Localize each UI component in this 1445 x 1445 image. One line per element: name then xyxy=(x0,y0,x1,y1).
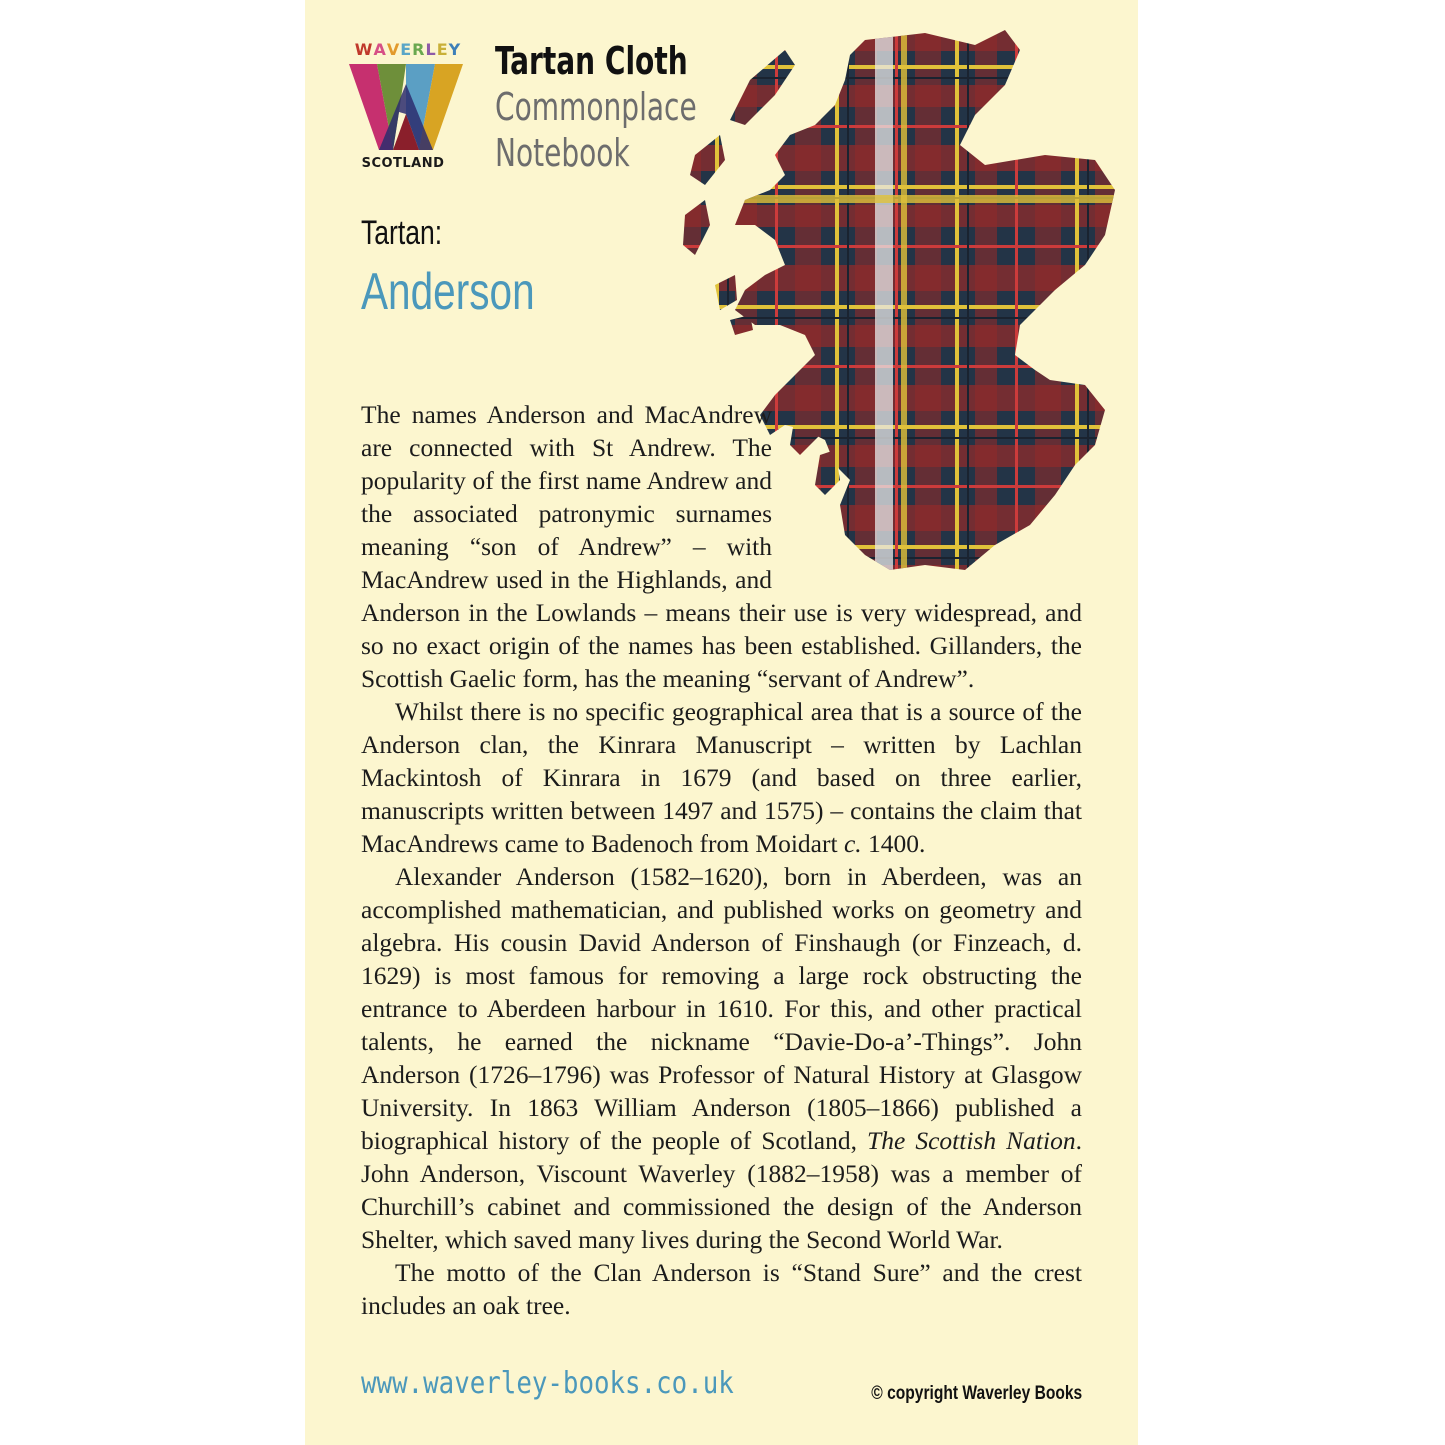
paragraph-3 xyxy=(361,860,1082,1256)
paragraph-1-text: The names Anderson and MacAndrew are connected with St Andrew. The popularity of the first name Andrew and the associated patronymic surnames meaning “son of Andrew” – with MacAndrew used in the Highlands, and Anderson in the Lowlands – means their use is very widespread, and so no exact origin of the names has been established. Gillanders, the Scottish Gaelic form, has the meaning “servant of Andrew”. xyxy=(361,400,1082,693)
paragraph-4: The motto of the Clan Anderson is “Stand Sure” and the crest includes an oak tree. xyxy=(361,1258,1082,1320)
tartan-label: Tartan: xyxy=(361,214,443,252)
header-subtitle-line2: Notebook xyxy=(495,131,630,175)
paragraph-2 xyxy=(361,695,1082,860)
paragraph-2-italic: c. xyxy=(843,829,862,858)
logo-letter: W xyxy=(354,40,374,59)
logo-wordmark xyxy=(347,40,469,59)
tartan-name: Anderson xyxy=(361,263,535,321)
header-subtitle-line1: Commonplace xyxy=(495,85,697,129)
body-text xyxy=(361,398,1082,1322)
copyright-notice: © copyright Waverley Books xyxy=(871,1383,1082,1404)
paragraph-3-text: Alexander Anderson (1582–1620), born in Aberdeen, was an accomplished mathematician, and published works on geometry and algebra. His cousin David Anderson of Finshaugh (or Finzeach, d. 1629) is most famous for removing a large rock obstructing the entrance to Aberdeen harbour in 1610. For this, and other practical talents, he earned the nickname “Davie-Do-a’-Things”. John Anderson (1726–1796) was Professor of Natural History at Glasgow University. In 1863 William Anderson (1805–1866) published a biographical history of the people of Scotland, xyxy=(361,862,1082,1155)
logo-subtitle: SCOTLAND xyxy=(361,156,445,171)
paragraph-2-text: Whilst there is no specific geographical area that is a source of the Anderson clan, the Kinrara Manuscript – written by Lachlan Mackintosh of Kinrara in 1679 (and based on three earlier, manuscripts written between 1497 and 1575) – contains the claim that MacAndrews came to Badenoch from Moidart xyxy=(361,697,1082,858)
paragraph-1 xyxy=(361,398,1082,695)
paragraph-3-text-end: . John Anderson, Viscount Waverley (1882–1958) was a member of Churchill’s cabinet and commissioned the design of the Anderson Shelter, which saved many lives during the Second World War. xyxy=(361,1126,1082,1254)
logo-letter: Y xyxy=(448,40,462,59)
logo-letter: R xyxy=(412,40,426,59)
notebook-card xyxy=(305,0,1138,1445)
paragraph-3-italic: The Scottish Nation xyxy=(867,1126,1076,1155)
waverley-w-icon xyxy=(349,64,463,154)
logo-letter: V xyxy=(386,40,401,59)
header-title: Tartan Cloth xyxy=(495,39,688,83)
logo-letter: L xyxy=(425,40,437,59)
website-link[interactable]: www.waverley-books.co.uk xyxy=(361,1366,734,1401)
map-wrap-spacer xyxy=(772,398,1082,578)
logo-letter: E xyxy=(436,40,449,59)
waverley-logo xyxy=(347,40,469,175)
paragraph-2-text-end: 1400. xyxy=(861,829,926,858)
logo-letter: E xyxy=(400,40,413,59)
logo-letter: A xyxy=(373,40,387,59)
